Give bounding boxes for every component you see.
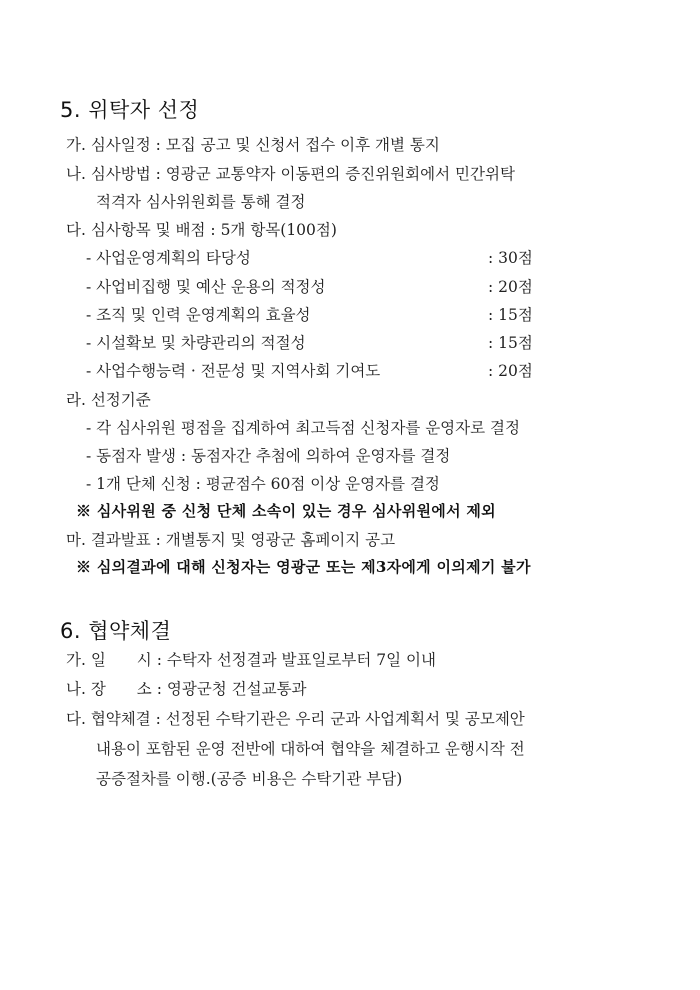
score-item-value: : 30점 — [488, 249, 533, 267]
section-5-announcement: 마. 결과발표 : 개별통지 및 영광군 홈페이지 공고 — [66, 531, 396, 549]
section-5-method-line1: 나. 심사방법 : 영광군 교통약자 이동편의 증진위원회에서 민간위탁 — [66, 165, 515, 183]
score-item-label: - 사업비집행 및 예산 운용의 적정성 — [86, 278, 326, 296]
score-item-value: : 15점 — [488, 334, 533, 352]
score-item-label: - 사업운영계획의 타당성 — [86, 249, 251, 267]
note-no-objection: ※ 심의결과에 대해 신청자는 영광군 또는 제3자에게 이의제기 불가 — [76, 558, 531, 576]
selection-criterion: - 1개 단체 신청 : 평균점수 60점 이상 운영자를 결정 — [86, 475, 440, 493]
score-item-label: - 사업수행능력 · 전문성 및 지역사회 기여도 — [86, 362, 381, 380]
selection-criterion: - 각 심사위원 평점을 집계하여 최고득점 신청자를 운영자로 결정 — [86, 419, 520, 437]
selection-criterion: - 동점자 발생 : 동점자간 추첨에 의하여 운영자를 결정 — [86, 447, 451, 465]
section-5-title: 5. 위탁자 선정 — [60, 98, 200, 122]
score-item-value: : 20점 — [488, 278, 533, 296]
section-5-schedule: 가. 심사일정 : 모집 공고 및 신청서 접수 이후 개별 통지 — [66, 136, 440, 154]
section-5-selection-heading: 라. 선정기준 — [66, 391, 151, 409]
score-item-label: - 조직 및 인력 운영계획의 효율성 — [86, 306, 311, 324]
section-6-agreement-line1: 다. 협약체결 : 선정된 수탁기관은 우리 군과 사업계획서 및 공모제안 — [66, 710, 525, 728]
section-6-place: 나. 장 소 : 영광군청 건설교통과 — [66, 680, 307, 698]
section-6-agreement-line3: 공증절차를 이행.(공증 비용은 수탁기관 부담) — [96, 770, 403, 788]
note-exclusion: ※ 심사위원 중 신청 단체 소속이 있는 경우 심사위원에서 제외 — [76, 502, 496, 520]
score-item-value: : 20점 — [488, 362, 533, 380]
section-6-date: 가. 일 시 : 수탁자 선정결과 발표일로부터 7일 이내 — [66, 651, 436, 669]
section-6-title: 6. 협약체결 — [60, 619, 172, 643]
score-item-label: - 시설확보 및 차량관리의 적절성 — [86, 334, 306, 352]
section-6-agreement-line2: 내용이 포함된 운영 전반에 대하여 협약을 체결하고 운행시작 전 — [96, 740, 525, 758]
score-item-value: : 15점 — [488, 306, 533, 324]
section-5-criteria-heading: 다. 심사항목 및 배점 : 5개 항목(100점) — [66, 221, 337, 239]
section-5-method-line2: 적격자 심사위원회를 통해 결정 — [96, 193, 306, 211]
